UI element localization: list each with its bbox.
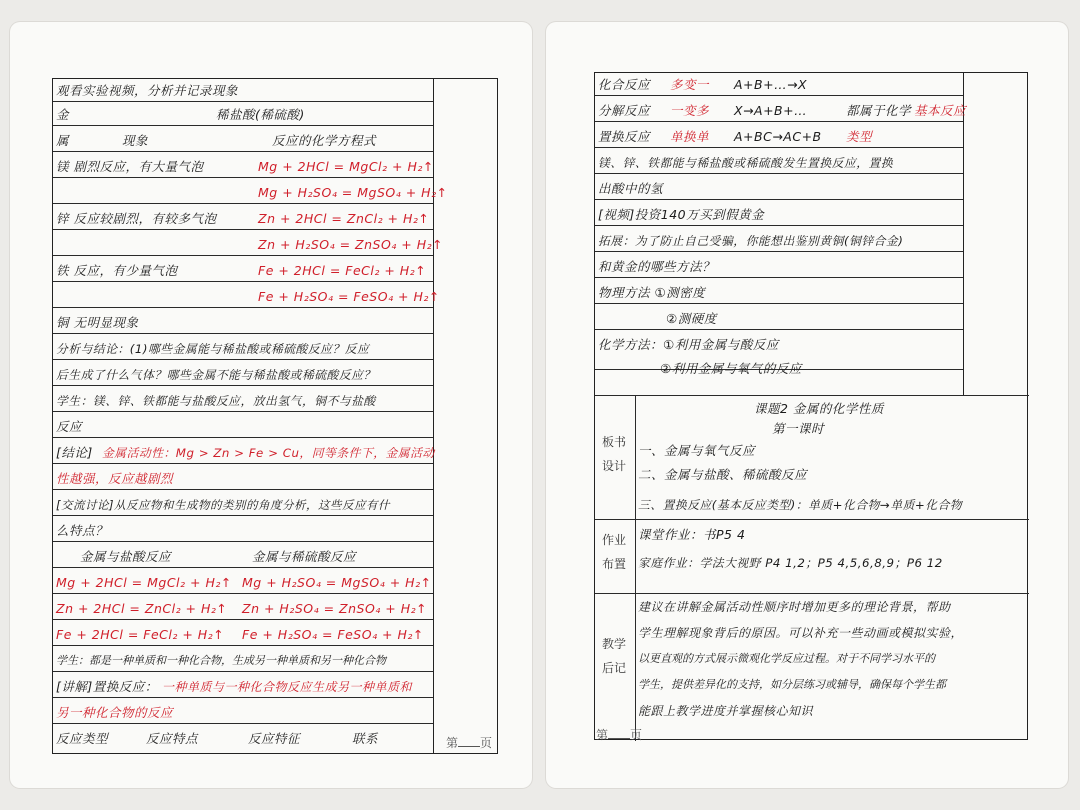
- text-line: [结论]: [56, 445, 93, 460]
- rule-line: [53, 125, 433, 126]
- rule-line: [595, 121, 963, 122]
- rule-line: [53, 723, 433, 724]
- label-zuoye: [594, 528, 634, 576]
- equation-line: Fe + 2HCl = FeCl₂ + H₂↑: [258, 263, 427, 278]
- rule-line: [53, 177, 433, 178]
- right-margin-line: [433, 79, 434, 753]
- rule-line: [595, 251, 963, 252]
- label-houji: [594, 632, 634, 680]
- rule-line: [595, 199, 963, 200]
- text-line: 铁 反应，有少量气泡: [56, 263, 178, 278]
- text-line: 镁、锌、铁都能与稀盐酸或稀硫酸发生置换反应，置换: [598, 156, 894, 170]
- rule-line: [53, 671, 433, 672]
- lesson-title: 课题2 金属的化学性质: [754, 401, 884, 416]
- highlight-text: 一变多: [670, 103, 710, 118]
- page-number: [596, 726, 642, 743]
- text-line: 反应特征: [248, 731, 301, 746]
- definition-line: 另一种化合物的反应: [56, 705, 174, 720]
- conclusion-line: 性越强，反应越剧烈: [56, 471, 174, 486]
- page-blank: [458, 736, 480, 747]
- rule-line: [53, 619, 433, 620]
- homework-line: 家庭作业：学法大视野 P4 1,2；P5 4,5,6,8,9；P6 12: [638, 556, 943, 570]
- equation-line: Fe + H₂SO₄ = FeSO₄ + H₂↑: [258, 289, 440, 304]
- text-line: [交流讨论]从反应物和生成物的类别的角度分析，这些反应有什: [56, 498, 390, 512]
- label-banshu: [594, 430, 634, 478]
- text-line: ②测硬度: [666, 311, 717, 326]
- text-line: 属: [56, 133, 70, 148]
- text-line: 都属于化学: [846, 103, 912, 118]
- rule-line: [595, 147, 963, 148]
- equation-line: Zn + H₂SO₄ = ZnSO₄ + H₂↑: [258, 237, 444, 252]
- lesson-subtitle: 第一课时: [772, 421, 825, 436]
- highlight-text: 多变一: [670, 77, 710, 92]
- rule-line: [53, 229, 433, 230]
- equation-line: Mg + H₂SO₄ = MgSO₄ + H₂↑: [242, 575, 432, 590]
- text-line: 反应的化学方程式: [272, 133, 377, 148]
- text-line: 置换反应: [598, 129, 651, 144]
- equation-line: Mg + 2HCl = MgCl₂ + H₂↑: [258, 159, 434, 174]
- section-divider: [595, 395, 1029, 396]
- equation-line: Zn + H₂SO₄ = ZnSO₄ + H₂↑: [242, 601, 428, 616]
- rule-line: [53, 151, 433, 152]
- text-line: 镁 剧烈反应，有大量气泡: [56, 159, 204, 174]
- rule-line: [53, 463, 433, 464]
- highlight-text: 基本反应: [914, 103, 967, 118]
- page-prefix: 第: [446, 736, 459, 750]
- label-text: 作业: [601, 533, 626, 547]
- highlight-text: 类型: [846, 129, 873, 144]
- rule-line: [595, 329, 963, 330]
- text-line: 反应特点: [146, 731, 199, 746]
- label-text: 设计: [601, 459, 626, 473]
- text-line: 现象: [122, 133, 149, 148]
- text-line: 锌 反应较剧烈，有较多气泡: [56, 211, 217, 226]
- right-page: [546, 22, 1068, 788]
- rule-line: [53, 333, 433, 334]
- text-line: [讲解]置换反应：: [56, 679, 158, 694]
- rule-line: [53, 307, 433, 308]
- rule-line: [595, 303, 963, 304]
- rule-line: [595, 277, 963, 278]
- equation-line: Fe + H₂SO₄ = FeSO₄ + H₂↑: [242, 627, 424, 642]
- rule-line: [53, 359, 433, 360]
- outline-item: 一、金属与氧气反应: [638, 443, 756, 458]
- rule-line: [53, 101, 433, 102]
- text-line: 物理方法 ①测密度: [598, 285, 706, 300]
- text-line: ②利用金属与氧气的反应: [660, 361, 802, 376]
- rule-line: [53, 255, 433, 256]
- equation-line: Zn + 2HCl = ZnCl₂ + H₂↑: [56, 601, 228, 616]
- label-text: 后记: [601, 661, 626, 675]
- text-line: 稀盐酸(稀硫酸): [216, 107, 305, 122]
- label-column-line: [635, 395, 636, 741]
- rule-line: [53, 385, 433, 386]
- formula-text: A+BC→AC+B: [734, 129, 822, 144]
- text-line: [视频]投资140万买到假黄金: [598, 207, 765, 222]
- text-line: 学生：镁、锌、铁都能与盐酸反应，放出氢气，铜不与盐酸: [56, 394, 376, 408]
- rule-line: [53, 281, 433, 282]
- page-blank: [608, 728, 630, 739]
- text-line: 观看实验视频，分析并记录现象: [56, 83, 239, 98]
- text-line: 铜 无明显现象: [56, 315, 139, 330]
- reflection-line: 能跟上教学进度并掌握核心知识: [638, 704, 814, 718]
- page-suffix: 页: [480, 736, 493, 750]
- text-line: 反应: [56, 419, 83, 434]
- definition-line: 一种单质与一种化合物反应生成另一种单质和: [162, 680, 413, 694]
- outline-item: 二、金属与盐酸、稀硫酸反应: [638, 467, 808, 482]
- label-text: 布置: [601, 557, 626, 571]
- text-line: 金属与稀硫酸反应: [252, 549, 357, 564]
- rule-line: [53, 697, 433, 698]
- reflection-line: 学生，提供差异化的支持，如分层练习或辅导，确保每个学生都: [638, 678, 946, 691]
- rule-line: [595, 173, 963, 174]
- text-line: 金属与盐酸反应: [80, 549, 172, 564]
- reflection-line: 学生理解现象背后的原因。可以补充一些动画或模拟实验，: [638, 626, 964, 640]
- reflection-line: 以更直观的方式展示微观化学反应过程。对于不同学习水平的: [638, 652, 935, 665]
- right-margin-line: [963, 73, 964, 395]
- equation-line: Mg + H₂SO₄ = MgSO₄ + H₂↑: [258, 185, 448, 200]
- rule-line: [53, 541, 433, 542]
- outline-item: 三、置换反应(基本反应类型)：单质+化合物→单质+化合物: [638, 498, 963, 512]
- rule-line: [595, 95, 963, 96]
- label-text: 教学: [601, 637, 626, 651]
- rule-line: [53, 411, 433, 412]
- rule-line: [595, 225, 963, 226]
- formula-text: X→A+B+…: [734, 103, 808, 118]
- text-line: 化合反应: [598, 77, 651, 92]
- text-line: 分解反应: [598, 103, 651, 118]
- equation-line: Fe + 2HCl = FeCl₂ + H₂↑: [56, 627, 225, 642]
- rule-line: [53, 645, 433, 646]
- rule-line: [53, 489, 433, 490]
- rule-line: [53, 437, 433, 438]
- formula-text: A+B+…→X: [734, 77, 808, 92]
- equation-line: Zn + 2HCl = ZnCl₂ + H₂↑: [258, 211, 430, 226]
- text-line: 出酸中的氢: [598, 181, 664, 196]
- text-line: 金: [56, 107, 70, 122]
- rule-line: [53, 593, 433, 594]
- text-line: 分析与结论：(1)哪些金属能与稀盐酸或稀硫酸反应？反应: [56, 342, 370, 356]
- page-prefix: 第: [596, 728, 609, 742]
- rule-line: [53, 567, 433, 568]
- equation-line: Mg + 2HCl = MgCl₂ + H₂↑: [56, 575, 232, 590]
- text-line: 后生成了什么气体？哪些金属不能与稀盐酸或稀硫酸反应？: [56, 368, 376, 382]
- text-line: 学生：都是一种单质和一种化合物，生成另一种单质和另一种化合物: [56, 654, 386, 667]
- left-page: [10, 22, 532, 788]
- text-line: 反应类型: [56, 731, 109, 746]
- left-page-frame: [52, 78, 498, 754]
- section-divider: [595, 519, 1029, 520]
- text-line: 和黄金的哪些方法？: [598, 259, 716, 274]
- conclusion-line: 金属活动性：Mg > Zn > Fe > Cu，同等条件下，金属活动: [102, 446, 435, 460]
- text-line: 联系: [352, 731, 379, 746]
- text-line: 拓展：为了防止自己受骗，你能想出鉴别黄铜(铜锌合金): [598, 234, 904, 248]
- section-divider: [595, 593, 1029, 594]
- text-line: 化学方法：①利用金属与酸反应: [598, 337, 779, 352]
- reflection-line: 建议在讲解金属活动性顺序时增加更多的理论背景，帮助: [638, 600, 951, 614]
- page-number: [446, 734, 492, 751]
- highlight-text: 单换单: [670, 129, 710, 144]
- label-text: 板书: [601, 435, 626, 449]
- homework-line: 课堂作业：书P5 4: [638, 527, 746, 542]
- page-suffix: 页: [630, 728, 643, 742]
- text-line: 么特点？: [56, 523, 109, 538]
- rule-line: [53, 203, 433, 204]
- rule-line: [53, 515, 433, 516]
